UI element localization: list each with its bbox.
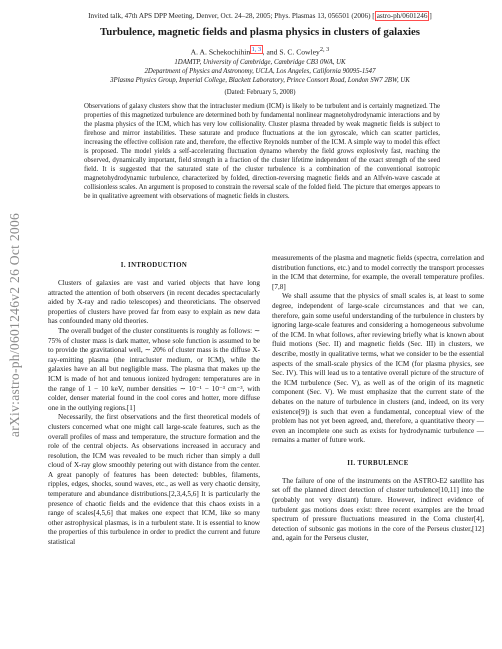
- affiliations: [40, 58, 480, 86]
- author-affil-sup-1[interactable]: 1, 3: [251, 46, 262, 53]
- intro-paragraph-4: measurements of the plasma and magnetic fields (spectra, correlation and distribution functions, etc.) and to model correctly the transport processes in the ICM that determine, for example, the overall temperature profiles.[7,8]: [272, 254, 484, 291]
- paper-title: Turbulence, magnetic fields and plasma physics in clusters of galaxies: [100, 26, 420, 38]
- right-column: [272, 254, 484, 544]
- header-close: ]: [429, 12, 432, 20]
- intro-paragraph-1: Clusters of galaxies are vast and varied objects that have long attracted the attention of both observers (in recent decades spectacularly aided by X-ray and radio telescopes) and theoreticians. The observed properties of clusters have proved far from easy to explain as new data has confounded many old theories.: [48, 279, 260, 326]
- section-heading-turbulence: II. TURBULENCE: [347, 459, 409, 467]
- affiliation-1: 1DAMTP, University of Cambridge, Cambridge CB3 0WA, UK: [174, 59, 346, 66]
- dated-line: (Dated: February 5, 2008): [224, 89, 296, 96]
- affiliation-2: 2Department of Physics and Astronomy, UCLA, Los Angeles, California 90095-1547: [144, 68, 376, 76]
- running-header: [40, 12, 480, 20]
- left-column: [48, 254, 260, 548]
- author-name-1: A. A. Schekochihin: [190, 47, 251, 57]
- intro-paragraph-2: The overall budget of the cluster constituents is roughly as follows: ∼ 75% of cluster mass is dark matter, whose sole function is assumed to be to provide the gravitational well, ∼ 20% of cluster mass is the diffuse X-ray-emitting plasma (the intracluster medium, or ICM), while the galaxies have an all but negligible mass. The plasma that makes up the ICM is made of hot and tenuous ionized hydrogen: temperatures are in the range of 1 − 10 keV, number densities ∼ 10⁻¹ − 10⁻³ cm⁻³, with colder, denser material found in the cool cores and hotter, more diffuse one in the outlying regions.[1]: [48, 326, 260, 412]
- arxiv-id-text: arXiv:astro-ph/0601246v2 26 Oct 2006: [7, 212, 22, 438]
- turbulence-paragraph-1: The failure of one of the instruments on the ASTRO-E2 satellite has set off the planned direct detection of cluster turbulence[10,11] into the (probably not very distant) future. However, indirect evidence of turbulent gas motions does exist: three recent examples are the broad spectrum of pressure fluctuations measured in the Coma cluster[4], detection of subsonic gas motions in the core of the Perseus cluster,[12] and, again for the Perseus cluster,: [272, 476, 484, 543]
- arxiv-link[interactable]: astro-ph/0601246: [376, 12, 428, 20]
- header-text: Invited talk, 47th APS DPP Meeting, Denver, Oct. 24–28, 2005; Phys. Plasmas 13, 056501 (2006) [: [88, 12, 375, 20]
- intro-paragraph-5: We shall assume that the physics of small scales is, at least to some degree, independent of large-scale circumstances and that we can, therefore, gain some useful understanding of the turbulence in clusters by ignoring large-scale features and considering a homogeneous subvolume of the ICM. In what follows, after reviewing briefly what is known about fluid motions (Sec. II) and magnetic fields (Sec. III) in clusters, we describe, mostly in qualitative terms, what we consider to be the essential aspects of the small-scale physics of the ICM (for plasma physics, see Sec. IV). This will lead us to a tentative overall picture of the structure of the ICM turbulence (Sec. V), as well as of the origin of its magnetic component (Sec. V). We must emphasize that the current state of the debates on the nature of turbulence in clusters (and, indeed, on its very existence[9]) is such that even a fundamental, conceptual view of the problem has not yet been agreed, and, therefore, a quantitative theory — even an incomplete one such as exists for hydrodynamic turbulence — remains a matter of future work.: [272, 292, 484, 445]
- abstract: Observations of galaxy clusters show that the intracluster medium (ICM) is likely to be turbulent and is certainly magnetized. The properties of this magnetized turbulence are determined both by fundamental nonlinear magnetohydrodynamic interactions and by the plasma physics of the ICM, which has very low collisionality. Cluster plasma threaded by weak magnetic fields is subject to firehose and mirror instabilities. These saturate and produce fluctuations at the ion gyroscale, which can scatter particles, increasing the effective collision rate and, therefore, the effective Reynolds number of the ICM. A simple way to model this effect is proposed. The model yields a self-accelerating fluctuation dynamo whereby the field grows explosively fast, reaching the observed, dynamically important, field strength in a fraction of the cluster lifetime independent of the exact strength of the seed field. It is suggested that the saturated state of the cluster turbulence is a combination of the conventional isotropic magnetohydrodynamic turbulence, characterized by folded, direction-reversing magnetic fields and an Alfvén-wave cascade at collisionless scales. An argument is proposed to constrain the reversal scale of the folded field. The picture that emerges appears to be in qualitative agreement with observations of magnetic fields in clusters.: [84, 103, 440, 200]
- affiliation-3: 3Plasma Physics Group, Imperial College, Blackett Laboratory, Prince Consort Road, London SW7 2BW, UK: [110, 77, 410, 85]
- author-name-2: , and S. C. Cowley: [262, 47, 320, 57]
- author-line: [40, 46, 480, 57]
- intro-paragraph-3: Necessarily, the first observations and the first theoretical models of clusters concerned what one might call large-scale features, such as the overall profiles of mass and temperature, the structure formation and the role of the central objects. As observations increased in accuracy and resolution, the ICM was revealed to be much richer than simply a dull cloud of X-ray glow smoothly petering out with distance from the center. A great panoply of features has been detected: bubbles, filaments, ripples, edges, shocks, sound waves, etc., as well as very chaotic density, temperature and abundance distributions.[2,3,4,5,6] It is particularly the presence of chaotic fields and the evidence that this chaos exists in a range of scales[4,5,6] that makes one expect that ICM, like so many other astrophysical plasmas, is in a turbulent state. It is essential to know the properties of this turbulence in order to predict the current and future statistical: [48, 413, 260, 547]
- section-heading-introduction: I. INTRODUCTION: [120, 262, 188, 269]
- arxiv-sidebar-stamp: [4, 175, 26, 475]
- author-affil-sup-2: 2, 3: [319, 46, 330, 53]
